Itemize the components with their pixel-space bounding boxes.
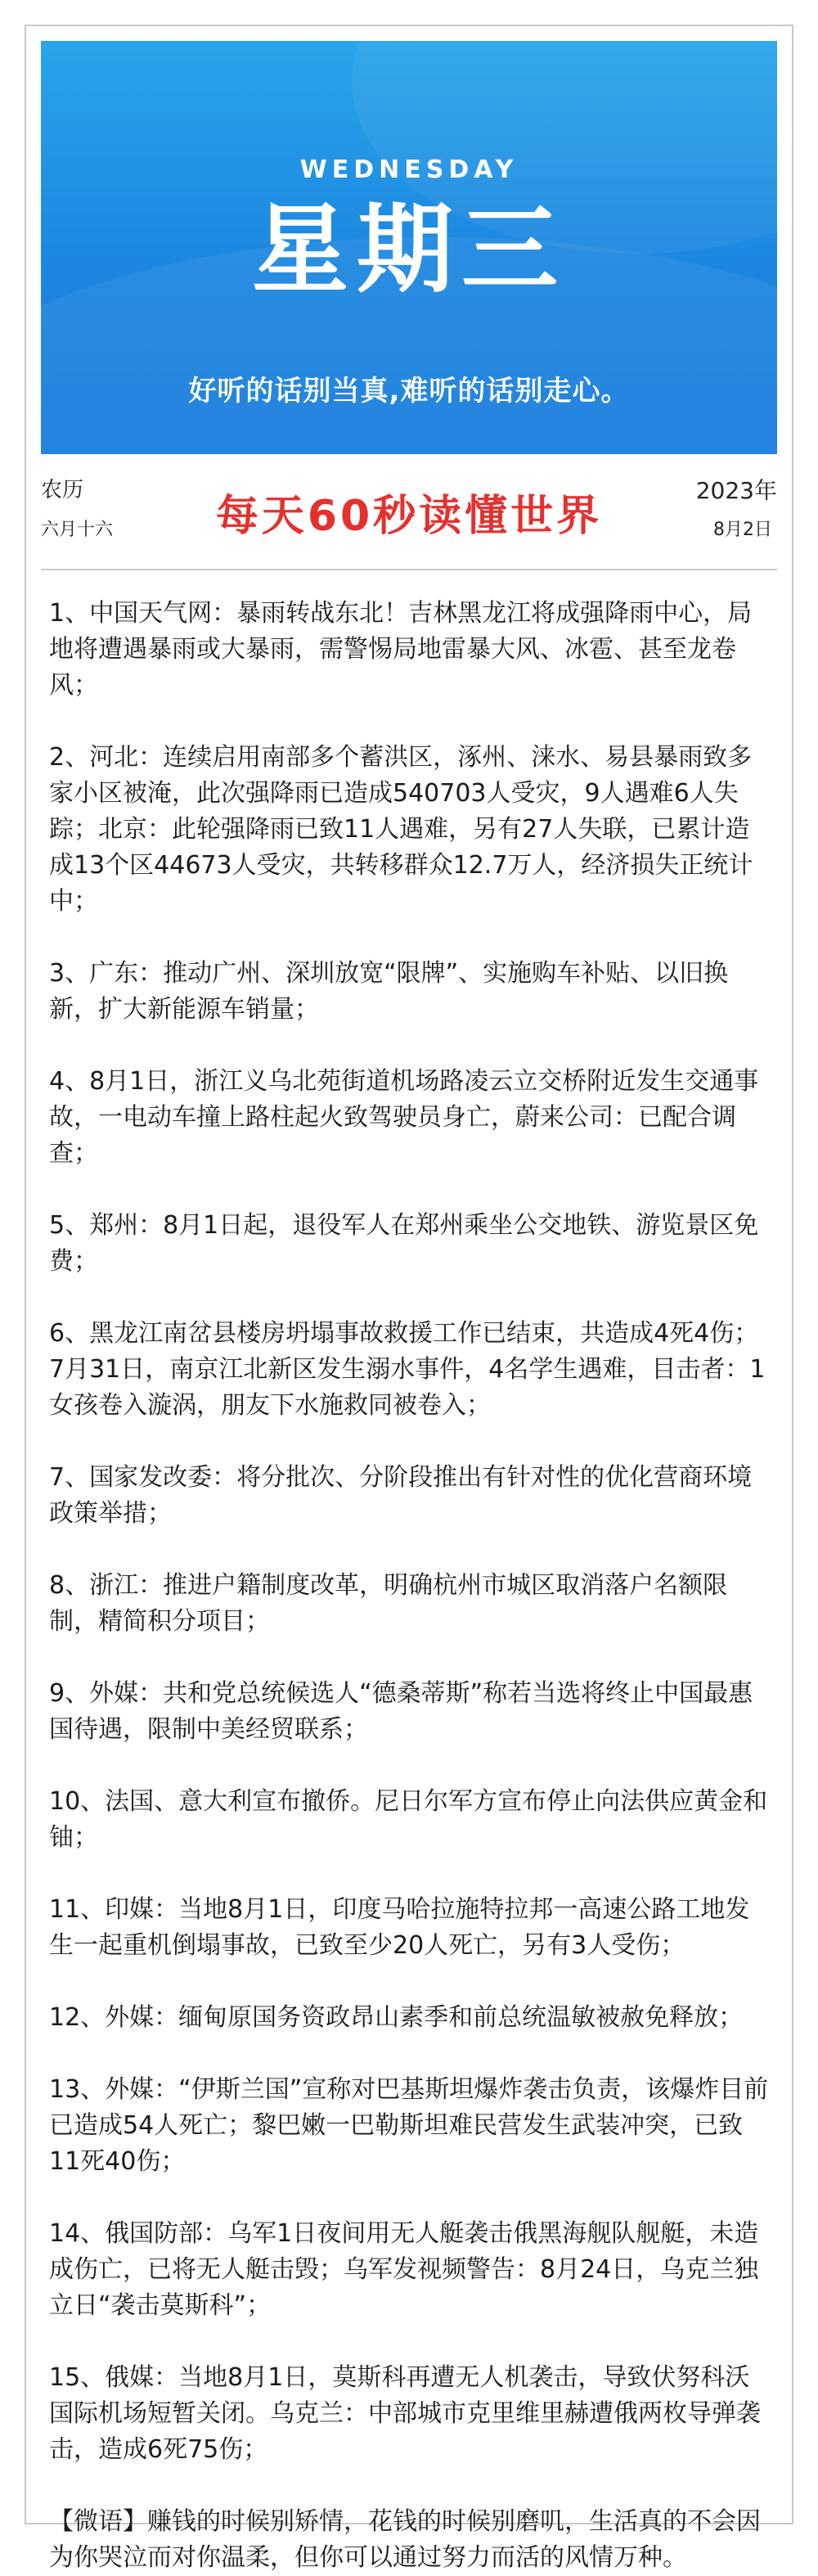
weekday-chinese: 星期三 xyxy=(251,193,566,306)
news-item: 12、外媒：缅甸原国务资政昂山素季和前总统温敏被赦免释放； xyxy=(49,2003,744,2032)
lunar-date: 六月十六 xyxy=(41,520,114,540)
news-item: 7、国家发改委：将分批次、分阶段推出有针对性的优化营商环境政策举措； xyxy=(49,1463,753,1528)
news-list xyxy=(49,596,769,2576)
gregorian-date: 8月2日 xyxy=(713,520,772,540)
dateline xyxy=(41,473,777,563)
news-item: 2、河北：连续启用南部多个蓄洪区，涿州、涞水、易县暴雨致多家小区被淹，此次强降雨已造成540703人受灾，9人遇难6人失踪；北京：此轮强降雨已致11人遇难，另有27人失联，已累计造成13个区44673人受灾，共转移群众12.7万人，经济损失正统计中； xyxy=(49,743,753,916)
news-item: 15、俄媒：当地8月1日，莫斯科再遭无人机袭击，导致伏努科沃国际机场短暂关闭。乌克兰：中部城市克里维里赫遭俄两枚导弹袭击，造成6死75伤； xyxy=(49,2363,761,2464)
news-item: 11、印媒：当地8月1日，印度马哈拉施特拉邦一高速公路工地发生一起重机倒塌事故，已致至少20人死亡，另有3人受伤； xyxy=(49,1895,750,1960)
weekday-english: WEDNESDAY xyxy=(299,155,519,184)
header-banner xyxy=(41,41,777,454)
news-item: 9、外媒：共和党总统候选人“德桑蒂斯”称若当选将终止中国最惠国待遇，限制中美经贸联系； xyxy=(49,1679,753,1744)
year: 2023年 xyxy=(695,477,777,504)
divider xyxy=(41,569,777,570)
news-item: 14、俄国防部：乌军1日夜间用无人艇袭击俄黑海舰队舰艇，未造成伤亡，已将无人艇击毁；乌军发视频警告：8月24日，乌克兰独立日“袭击莫斯科”； xyxy=(49,2219,759,2320)
page-title: 每天60秒读懂世界 xyxy=(215,492,603,541)
news-item: 8、浙江：推进户籍制度改革，明确杭州市城区取消落户名额限制，精简积分项目； xyxy=(49,1571,728,1636)
news-item: 13、外媒：“伊斯兰国”宣称对巴基斯坦爆炸袭击负责，该爆炸目前已造成54人死亡；黎巴嫩一巴勒斯坦难民营发生武装冲突，已致11死40伤； xyxy=(49,2075,769,2176)
news-item: 4、8月1日，浙江义乌北苑街道机场路凌云立交桥附近发生交通事故，一电动车撞上路柱起火致驾驶员身亡，蔚来公司：已配合调查； xyxy=(49,1067,759,1168)
daily-motto: 好听的话别当真,难听的话别走心。 xyxy=(188,375,630,408)
daily-quote xyxy=(49,2504,769,2576)
lunar-label: 农历 xyxy=(41,478,84,502)
quote-tag: 【微语】 xyxy=(49,2507,147,2536)
news-item: 5、郑州：8月1日起，退役军人在郑州乘坐公交地铁、游览景区免费； xyxy=(49,1211,759,1276)
quote-text: 赚钱的时候别矫情，花钱的时候别磨叽，生活真的不会因为你哭泣而对你温柔，但你可以通过努力而活的风情万种。 xyxy=(49,2507,761,2572)
news-item: 10、法国、意大利宣布撤侨。尼日尔军方宣布停止向法供应黄金和铀； xyxy=(49,1787,768,1852)
news-item: 1、中国天气网：暴雨转战东北！吉林黑龙江将成强降雨中心，局地将遭遇暴雨或大暴雨，需警惕局地雷暴大风、冰雹、甚至龙卷风； xyxy=(49,599,753,700)
news-item: 6、黑龙江南岔县楼房坍塌事故救援工作已结束，共造成4死4伤；7月31日，南京江北新区发生溺水事件，4名学生遇难，目击者：1女孩卷入漩涡，朋友下水施救同被卷入； xyxy=(49,1319,766,1420)
news-item: 3、广东：推动广州、深圳放宽“限牌”、实施购车补贴、以旧换新，扩大新能源车销量； xyxy=(49,959,729,1024)
